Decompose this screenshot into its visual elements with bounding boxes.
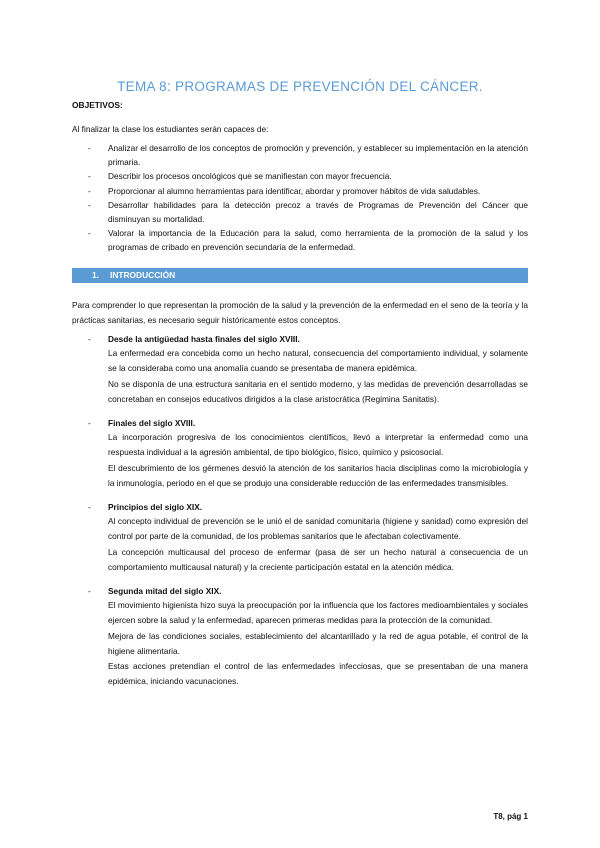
history-item-text: La concepción multicausal del proceso de enfermar (pasa de ser un hecho natural a consecuencia de un comportamiento multicausal natural) y la creciente participación estatal en la atención médica.: [108, 546, 528, 572]
history-item-text: El descubrimiento de los gérmenes desvió la atención de los sanitarios hacia disciplinas como la microbiología y la inmunología, periodo en el que se produjo una considerable reducción de las enfermedades transmisibles.: [108, 462, 528, 488]
history-item-label: - Finales del siglo XVIII.: [108, 418, 196, 429]
section-intro: Para comprender lo que representan la promoción de la salud y la prevención de la enfermedad en el seno de la teoría y la prácticas sanitarias, es necesario seguir históricamente estos conceptos.: [72, 300, 528, 325]
objectives-intro: Al finalizar la clase los estudiantes serán capaces de:: [72, 124, 269, 134]
objective-item: - Desarrollar habilidades para la detección precoz a través de Programas de Prevención del Cáncer que disminuyan su mortalidad.: [72, 198, 528, 226]
section-number: 1.: [92, 270, 99, 280]
history-item: [72, 500, 528, 575]
history-item: [72, 332, 528, 407]
objective-item: - Analizar el desarrollo de los conceptos de promoción y prevención, y establecer su implementación en la atención primaria.: [72, 141, 528, 169]
history-item-label: - Segunda mitad del siglo XIX.: [108, 586, 222, 597]
history-item: [72, 416, 528, 491]
history-item: [72, 584, 528, 689]
objectives-heading: OBJETIVOS:: [72, 100, 123, 110]
objective-item: - Valorar la importancia de la Educación para la salud, como herramienta de la promoción de la salud y los programas de cribado en prevención secundaria de la enfermedad.: [72, 226, 528, 254]
history-item-text: Estas acciones pretendían el control de las enfermedades infecciosas, que se presentaban de una manera epidémica, iniciando vacunaciones.: [108, 661, 528, 687]
section-title: INTRODUCCIÓN: [110, 270, 176, 280]
history-item-text: La incorporación progresiva de los conocimientos científicos, llevó a interpretar la enfermedad como una respuesta individual a la agresión ambiental, de tipo biológico, físico, químico y psicosocial.: [108, 432, 528, 458]
history-list: [72, 332, 528, 698]
history-item-text: El movimiento higienista hizo suya la preocupación por la influencia que los factores medioambientales y sociales ejercen sobre la salud y la enfermedad, aparecen primeras medidas para la protección de la comunidad.: [108, 600, 528, 626]
history-item-text: Al concepto individual de prevención se le unió el de sanidad comunitaria (higiene y sanidad) como expresión del control por parte de la comunidad, de los problemas sanitarios que le afectaban colectivamente.: [108, 516, 528, 542]
history-item-label: - Principios del siglo XIX.: [108, 502, 203, 513]
document-title: TEMA 8: PROGRAMAS DE PREVENCIÓN DEL CÁNCER.: [117, 79, 483, 94]
history-item-text: Mejora de las condiciones sociales, establecimiento del alcantarillado y la red de agua potable, el control de la higiene alimentaria.: [108, 630, 528, 656]
history-item-text: No se disponía de una estructura sanitaria en el sentido moderno, y las medidas de prevención desarrolladas se concretaban en consejos educativos dirigidos a la clase aristocrática (Regimina Sanitatis).: [108, 378, 528, 404]
objective-item: - Describir los procesos oncológicos que se manifiestan con mayor frecuencia.: [72, 169, 528, 183]
history-item-text: La enfermedad era concebida como un hecho natural, consecuencia del comportamiento individual, y solamente se la consideraba como una anomalía cuando se presentaba de manera epidémica.: [108, 348, 528, 374]
history-item-label: - Desde la antigüedad hasta finales del siglo XVIII.: [108, 334, 300, 344]
objective-item: - Proporcionar al alumno herramientas para identificar, abordar y promover hábitos de vida saludables.: [72, 184, 528, 198]
page-footer: T8, pág 1: [493, 812, 528, 821]
objectives-list: [72, 141, 528, 255]
section-heading-bar: [72, 268, 528, 283]
